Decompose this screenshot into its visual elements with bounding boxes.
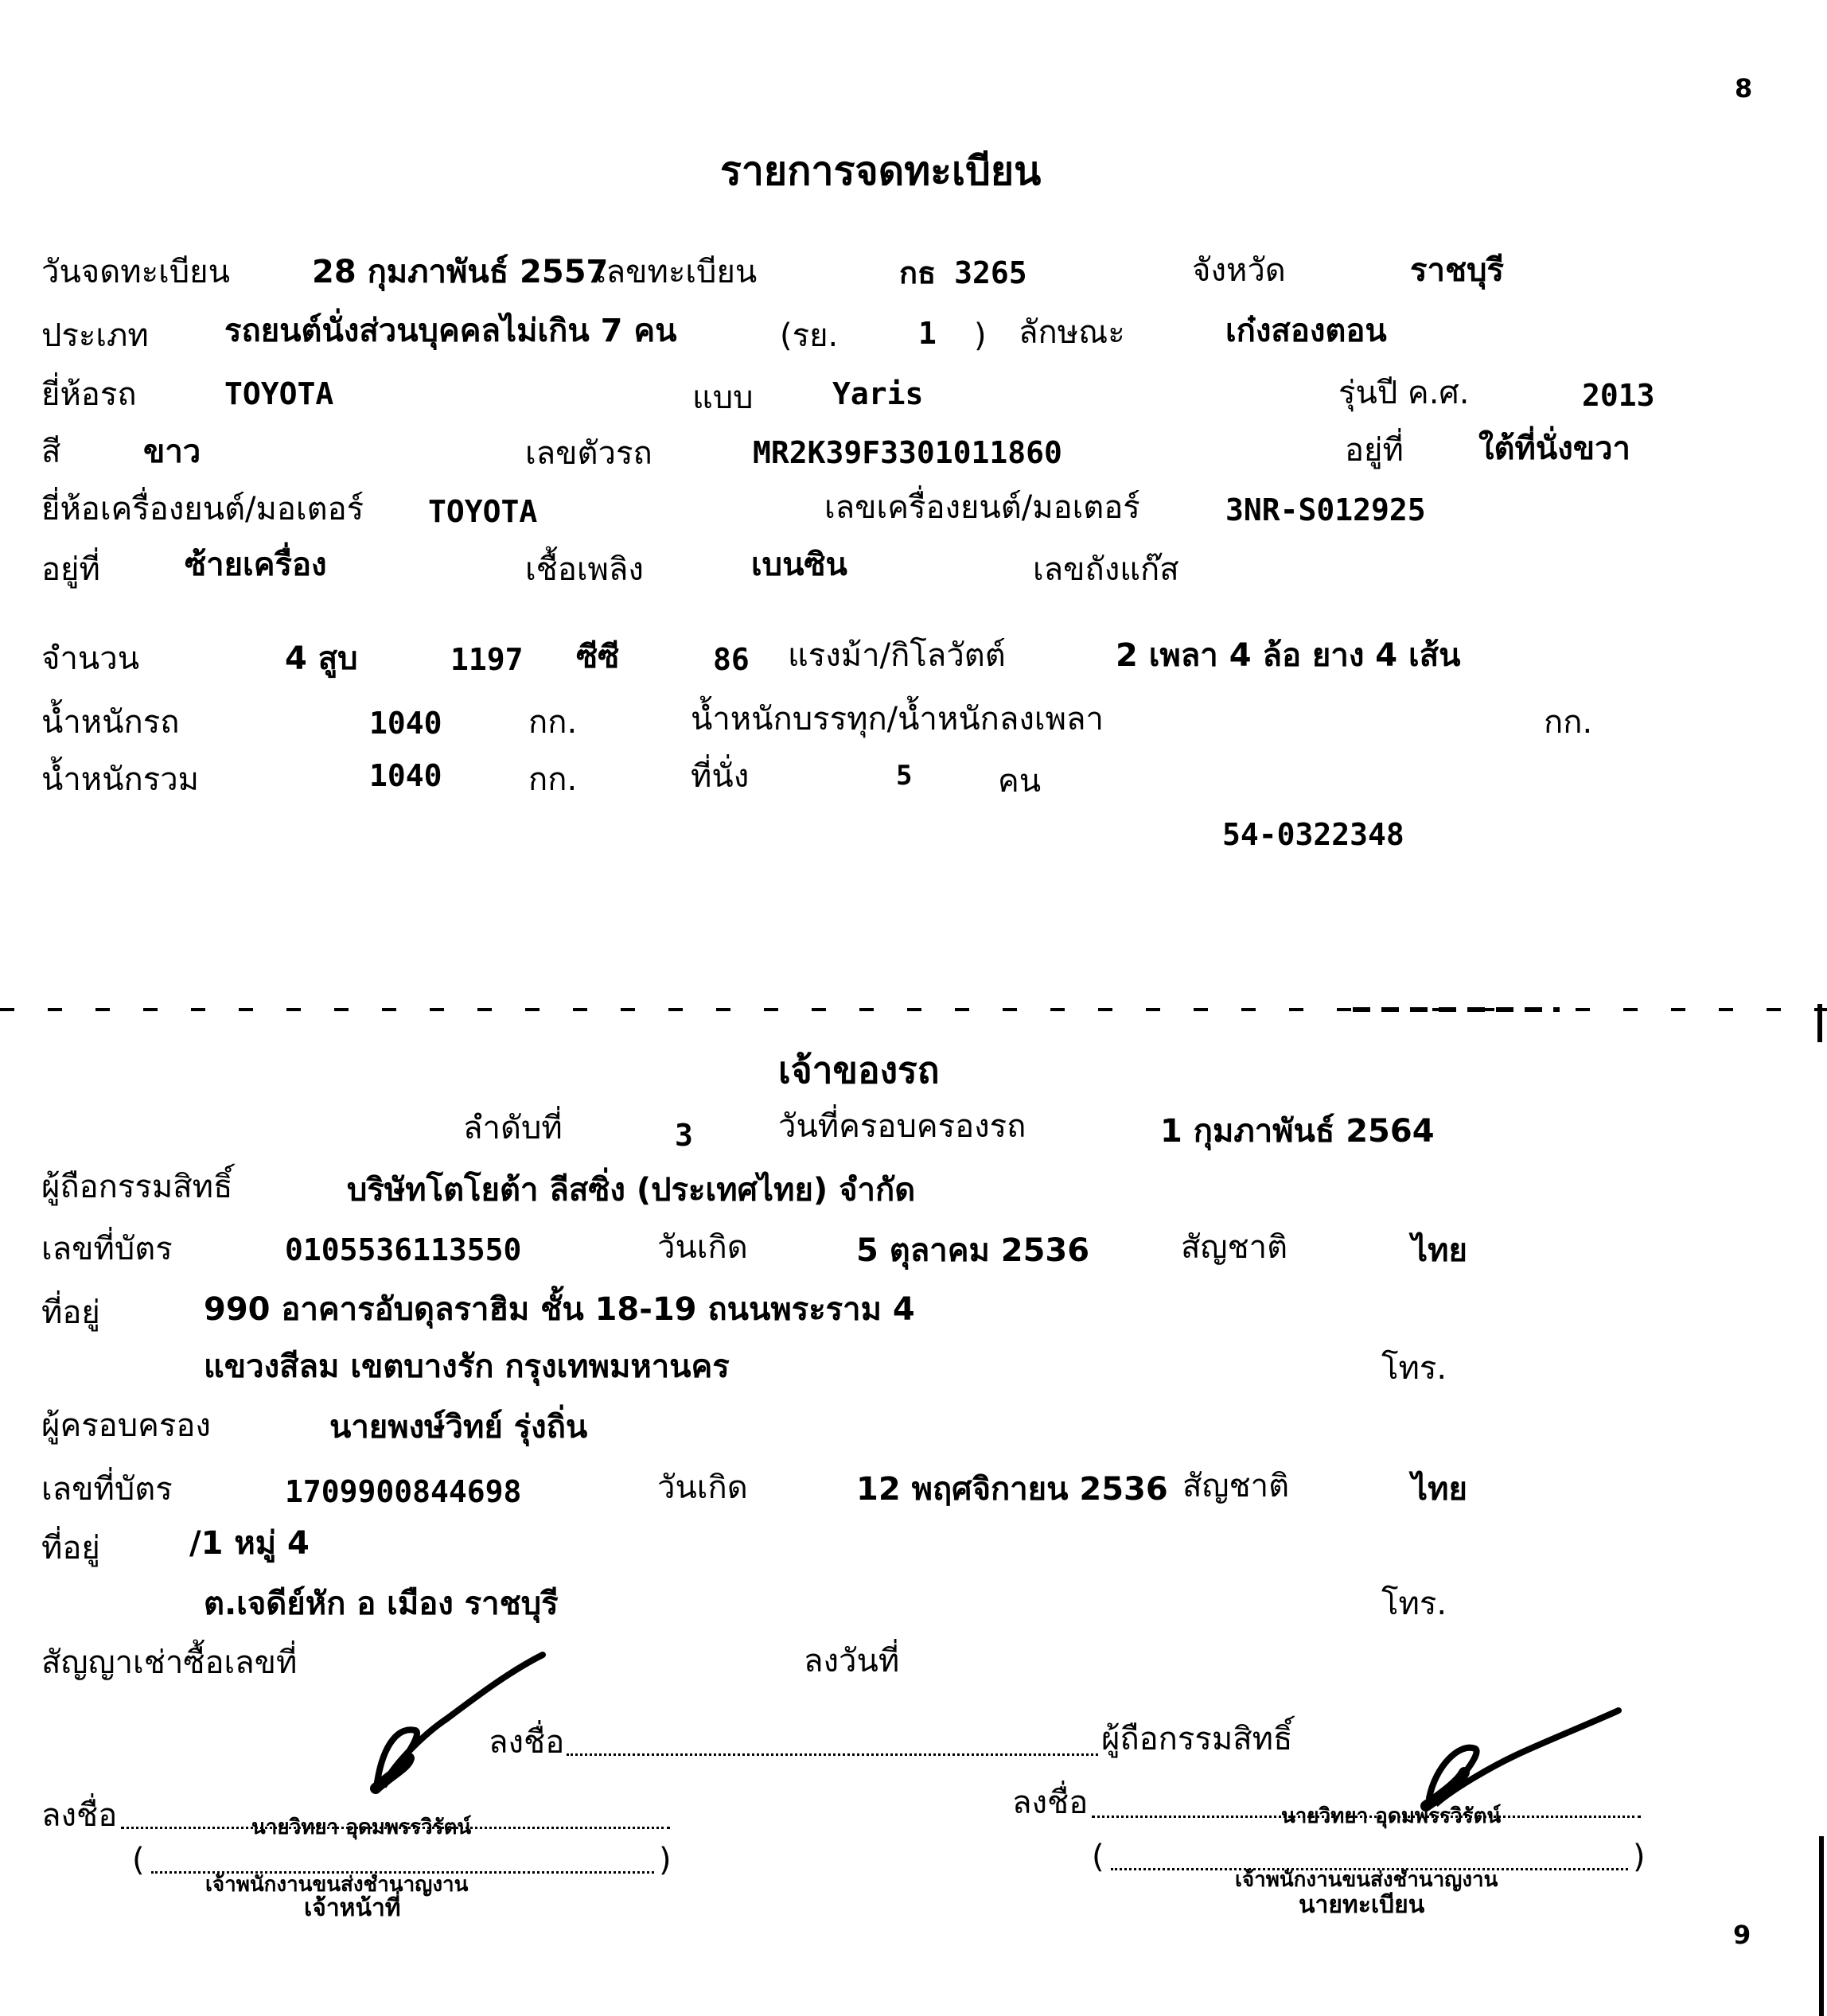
right-official-position: เจ้าพนักงานขนส่งชำนาญงาน	[1235, 1868, 1498, 1892]
holder-addr-line1: 990 อาคารอับดุลราฮิม ชั้น 18-19 ถนนพระราม 4	[204, 1291, 915, 1328]
right-paren-open: (	[1092, 1839, 1104, 1875]
type-label: ประเภท	[41, 317, 149, 354]
page-number-top: 8	[1735, 73, 1753, 103]
weight-label: น้ำหนักรถ	[41, 704, 180, 741]
possessor-dob-label: วันเกิด	[657, 1469, 748, 1506]
code-open: (รย.	[780, 317, 839, 354]
holder-sign-label: ลงชื่อ	[489, 1724, 565, 1761]
sign-date-label: ลงวันที่	[804, 1643, 900, 1679]
chassis-loc-value: ใต้ที่นั่งขวา	[1478, 430, 1631, 467]
engine-no-label: เลขเครื่องยนต์/มอเตอร์	[824, 489, 1140, 526]
year-label: รุ่นปี ค.ศ.	[1338, 375, 1470, 411]
lease-label: สัญญาเช่าซื้อเลขที่	[41, 1644, 298, 1681]
style-label: ลักษณะ	[1019, 314, 1125, 351]
seq-label: ลำดับที่	[463, 1110, 563, 1146]
chassis-value: MR2K39F3301011860	[753, 435, 1062, 470]
possessor-label: ผู้ครอบครอง	[41, 1407, 211, 1444]
possessor-nat-value: ไทย	[1412, 1471, 1467, 1508]
power-label: แรงม้า/กิโลวัตต์	[788, 637, 1006, 674]
gross-label: น้ำหนักรวม	[41, 761, 200, 798]
gross-unit: กก.	[528, 761, 578, 798]
color-label: สี	[41, 434, 61, 470]
holder-sign-line	[567, 1753, 1098, 1756]
engine-loc-label: อยู่ที่	[41, 551, 100, 588]
possessor-value: นายพงษ์วิทย์ รุ่งถิ่น	[329, 1409, 588, 1446]
chassis-label: เลขตัวรถ	[525, 435, 652, 472]
holder-dob-value: 5 ตุลาคม 2536	[856, 1232, 1090, 1269]
reg-date-value: 28 กุมภาพันธ์ 2557	[312, 254, 609, 290]
axles-value: 2 เพลา 4 ล้อ ยาง 4 เส้น	[1116, 637, 1461, 674]
possess-date-value: 1 กุมภาพันธ์ 2564	[1160, 1113, 1435, 1150]
seq-value: 3	[675, 1118, 693, 1153]
possessor-addr-label: ที่อยู่	[41, 1530, 100, 1566]
code-value: 1	[918, 316, 937, 351]
possessor-id-label: เลขที่บัตร	[41, 1471, 173, 1508]
possessor-nat-label: สัญชาติ	[1182, 1468, 1290, 1504]
left-paren-close: )	[659, 1842, 672, 1878]
fuel-label: เชื้อเพลิง	[525, 551, 644, 588]
cc-value: 1197	[450, 642, 524, 677]
province-label: จังหวัด	[1192, 252, 1286, 289]
power-value: 86	[713, 642, 750, 677]
engine-loc-value: ซ้ายเครื่อง	[185, 547, 327, 583]
seats-value: 5	[896, 760, 913, 792]
registration-title: รายการจดทะเบียน	[720, 147, 1042, 194]
holder-tel-label: โทร.	[1381, 1350, 1447, 1387]
load-unit: กก.	[1544, 704, 1593, 741]
possessor-addr-line1: /1 หมู่ 4	[189, 1525, 310, 1562]
holder-label: ผู้ถือกรรมสิทธิ์	[41, 1169, 233, 1205]
page-number-bottom: 9	[1733, 1920, 1751, 1950]
gas-tank-label: เลขถังแก๊ส	[1033, 551, 1179, 588]
right-official-name: นายวิทยา อุดมพรรวิรัตน์	[1281, 1804, 1502, 1828]
brand-label: ยี่ห้อรถ	[41, 376, 137, 413]
left-sign-label: ลงชื่อ	[41, 1797, 118, 1834]
year-value: 2013	[1582, 378, 1655, 413]
model-value: Yaris	[832, 376, 924, 411]
left-official-name: นายวิทยา อุดมพรรวิรัตน์	[251, 1816, 472, 1839]
holder-sign-suffix: ผู้ถือกรรมสิทธิ์	[1101, 1721, 1293, 1757]
left-signature	[368, 1647, 559, 1806]
holder-value: บริษัทโตโยต้า ลีสซิ่ง (ประเทศไทย) จำกัด	[347, 1172, 916, 1208]
right-paren-close: )	[1633, 1839, 1646, 1875]
engine-brand-value: TOYOTA	[428, 494, 538, 529]
gross-value: 1040	[369, 758, 442, 793]
load-label: น้ำหนักบรรทุก/น้ำหนักลงเพลา	[691, 701, 1104, 738]
right-edge-border	[1819, 1836, 1824, 2016]
engine-no-value: 3NR-S012925	[1225, 492, 1426, 527]
holder-addr-label: ที่อยู่	[41, 1294, 100, 1331]
left-official-position: เจ้าพนักงานขนส่งชำนาญงาน	[205, 1873, 469, 1897]
holder-nat-label: สัญชาติ	[1181, 1229, 1288, 1266]
possessor-id-value: 1709900844698	[285, 1474, 522, 1509]
owner-title: เจ้าของรถ	[778, 1049, 940, 1092]
style-value: เก๋งสองตอน	[1225, 313, 1387, 349]
count-label: จำนวน	[41, 640, 140, 677]
possessor-dob-value: 12 พฤศจิกายน 2536	[856, 1471, 1168, 1508]
left-official-role: เจ้าหน้าที่	[304, 1894, 401, 1922]
code-close: )	[974, 317, 987, 354]
cc-label: ซีซี	[576, 639, 620, 675]
holder-id-value: 0105536113550	[285, 1232, 522, 1267]
seats-label: ที่นั่ง	[691, 758, 750, 795]
right-official-role: นายทะเบียน	[1299, 1891, 1425, 1919]
brand-value: TOYOTA	[224, 376, 334, 411]
possessor-tel-label: โทร.	[1381, 1586, 1447, 1622]
type-value: รถยนต์นั่งส่วนบุคคลไม่เกิน 7 คน	[224, 313, 677, 349]
holder-nat-value: ไทย	[1412, 1232, 1467, 1269]
plate-label: เลขทะเบียน	[595, 254, 758, 290]
plate-value: กธ 3265	[899, 255, 1027, 290]
reg-date-label: วันจดทะเบียน	[41, 254, 230, 290]
left-paren-open: (	[132, 1842, 145, 1878]
weight-unit: กก.	[528, 704, 578, 741]
engine-brand-label: ยี่ห้อเครื่องยนต์/มอเตอร์	[41, 491, 364, 527]
holder-id-label: เลขที่บัตร	[41, 1231, 173, 1267]
right-edge-mark	[1817, 1004, 1822, 1042]
right-sign-label: ลงชื่อ	[1012, 1784, 1089, 1821]
province-value: ราชบุรี	[1410, 252, 1504, 289]
possessor-addr-line2: ต.เจดีย์หัก อ เมือง ราชบุรี	[204, 1586, 559, 1622]
fuel-value: เบนซิน	[751, 547, 847, 583]
holder-addr-line2: แขวงสีลม เขตบางรัก กรุงเทพมหานคร	[204, 1349, 730, 1385]
color-value: ขาว	[143, 434, 201, 470]
document-number: 54-0322348	[1222, 817, 1404, 852]
cylinders-value: 4 สูบ	[285, 640, 358, 677]
possess-date-label: วันที่ครอบครองรถ	[778, 1108, 1026, 1145]
holder-dob-label: วันเกิด	[657, 1229, 748, 1266]
chassis-loc-label: อยู่ที่	[1345, 432, 1404, 469]
section-divider	[0, 1004, 1827, 1015]
seats-unit: คน	[998, 763, 1042, 800]
model-label: แบบ	[692, 379, 754, 416]
weight-value: 1040	[369, 706, 442, 741]
